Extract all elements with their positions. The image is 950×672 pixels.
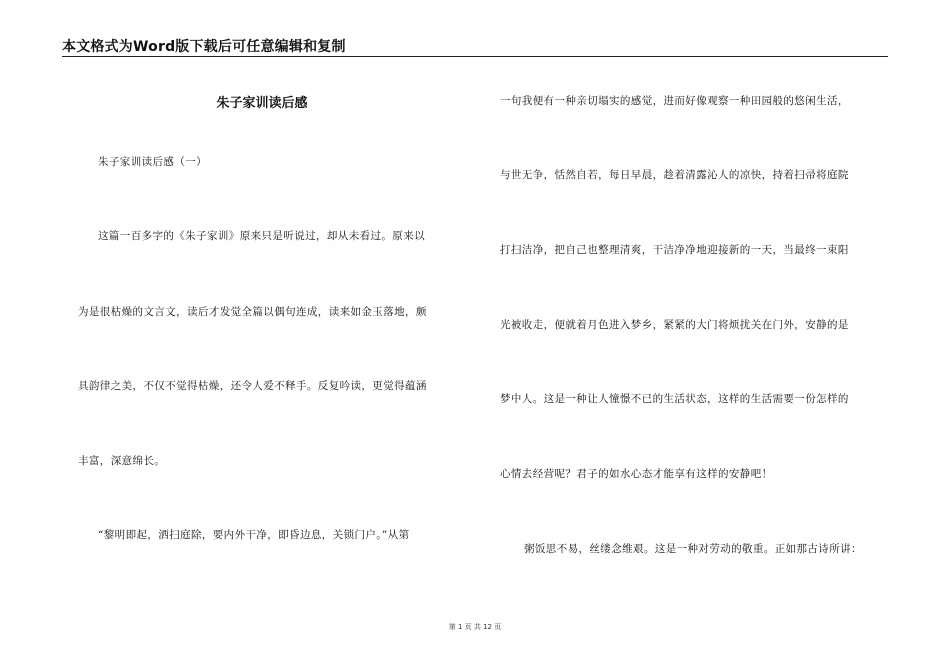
paragraph-line: 心情去经营呢？君子的如水心态才能享有这样的安静吧！: [500, 468, 773, 480]
paragraph-line: 梦中人。这是一种让人憧憬不已的生活状态，这样的生活需要一份怎样的: [500, 393, 849, 405]
paragraph-line: 与世无争，恬然自若，每日早晨，趁着清露沁人的凉快，持着扫帚将庭院: [500, 169, 849, 181]
paragraph-line: 这篇一百多字的《朱子家训》原来只是听说过，却从未看过。原来以: [98, 230, 425, 242]
header-text: 本文格式为Word版下载后可任意编辑和复制: [62, 39, 346, 55]
paragraph-line: 光被收走，便就着月色进入梦乡，紧紧的大门将烦扰关在门外，安静的是: [500, 319, 849, 331]
paragraph-line: 打扫洁净，把自己也整理清爽，干洁净净地迎接新的一天，当最终一束阳: [500, 244, 849, 256]
paragraph-line: 一句我便有一种亲切塌实的感觉，进而好像观察一种田园般的悠闲生活，: [500, 95, 849, 107]
paragraph-line: 丰富，深意绵长。: [78, 455, 166, 467]
paragraph-line: 具韵律之美，不仅不觉得枯燥，还令人爱不释手。反复吟读，更觉得蕴涵: [78, 380, 427, 392]
page-number-footer: 第 1 页 共 12 页: [448, 623, 502, 631]
paragraph-line: “黎明即起，洒扫庭除，要内外干净，即昏边息，关锁门户。”从第: [98, 529, 410, 541]
subtitle-line: 朱子家训读后感（一）: [98, 156, 207, 168]
paragraph-line: 粥饭思不易，丝缕念维艰。这是一种对劳动的敬重。正如那古诗所讲：: [524, 543, 862, 555]
paragraph-line: 为是很枯燥的文言文，读后才发觉全篇以偶句连成，读来如金玉落地，颇: [78, 306, 427, 318]
page-header: [62, 34, 888, 57]
document-title: 朱子家训读后感: [216, 96, 308, 111]
